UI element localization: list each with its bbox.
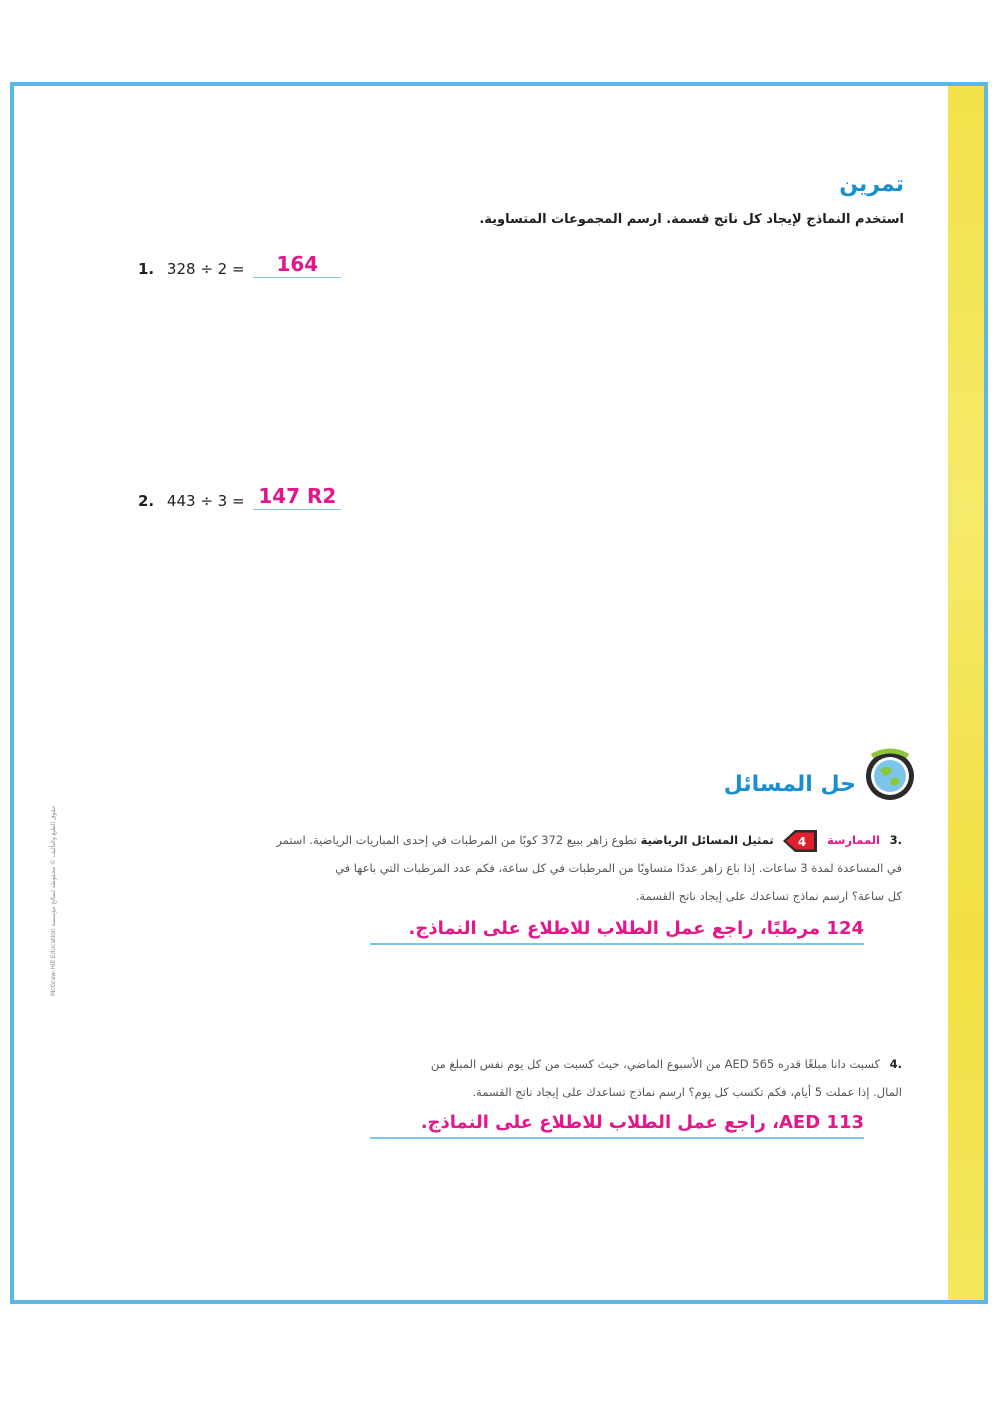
- problem-2: [138, 484, 341, 510]
- answer-blank[interactable]: [253, 252, 341, 278]
- exercise-number: .3: [889, 833, 902, 847]
- exercise-text: كسبت دانا مبلغًا قدره AED 565 من الأسبوع الماضي، حيث كسبت من كل يوم نفس المبلغ من: [430, 1057, 880, 1071]
- exercise-4-line-1: [302, 1050, 902, 1078]
- exercise-3-line-3: كل ساعة؟ ارسم نماذج تساعدك على إيجاد ناتج القسمة.: [635, 889, 902, 903]
- exercise-4-line-2: المال. إذا عملت 5 أيام، فكم تكسب كل يوم؟ ارسم نماذج تساعدك على إيجاد ناتج القسمة.: [472, 1085, 902, 1099]
- problem-number: 2.: [138, 492, 155, 510]
- problem-1: [138, 252, 341, 278]
- answer-underline: [253, 277, 341, 278]
- problem-solving-title: حل المسائل: [723, 772, 856, 797]
- exercise-text: تطوع زاهر ببيع 372 كوبًا من المرطبات في إحدى المباريات الرياضية. استمر: [276, 833, 637, 847]
- problem-expression: 328 ÷ 2 =: [166, 260, 245, 278]
- page-frame: [10, 82, 988, 1304]
- practice-badge-icon: [781, 828, 819, 854]
- globe-icon: [862, 746, 918, 802]
- practice-skill-label: تمثيل المسائل الرياضية: [640, 833, 774, 847]
- answer-value: 147 R2: [258, 484, 337, 508]
- practice-instruction: استخدم النماذج لإيجاد كل ناتج قسمة. ارسم المجموعات المتساوية.: [479, 212, 904, 227]
- exercise-4-answer: AED 113، راجع عمل الطلاب للاطلاع على النماذج.: [370, 1112, 864, 1139]
- exercise-3-line-2: في المساعدة لمدة 3 ساعات. إذا باع زاهر عددًا متساويًا من المرطبات في كل ساعة، فكم عدد المرطبات التي باعها في: [335, 861, 902, 875]
- practice-label: الممارسة: [827, 833, 880, 847]
- exercise-3: [142, 826, 902, 910]
- problem-expression: 443 ÷ 3 =: [166, 492, 245, 510]
- side-color-bar: [948, 86, 984, 1300]
- copyright-credit: McGraw-Hill Education حقوق الطبع والتأليف © محفوظة لصالح مؤسسة: [50, 805, 57, 996]
- badge-number: 4: [798, 834, 807, 849]
- exercise-3-answer: 124 مرطبًا، راجع عمل الطلاب للاطلاع على النماذج.: [370, 918, 864, 945]
- practice-heading: تمرين: [839, 172, 904, 197]
- exercise-3-line-1: [142, 826, 902, 854]
- exercise-4: [302, 1050, 902, 1106]
- answer-blank[interactable]: [253, 484, 341, 510]
- answer-underline: [253, 509, 341, 510]
- exercise-number: .4: [889, 1057, 902, 1071]
- problem-number: 1.: [138, 260, 155, 278]
- arrow-badge-icon: [781, 828, 819, 854]
- answer-value: 164: [276, 252, 319, 276]
